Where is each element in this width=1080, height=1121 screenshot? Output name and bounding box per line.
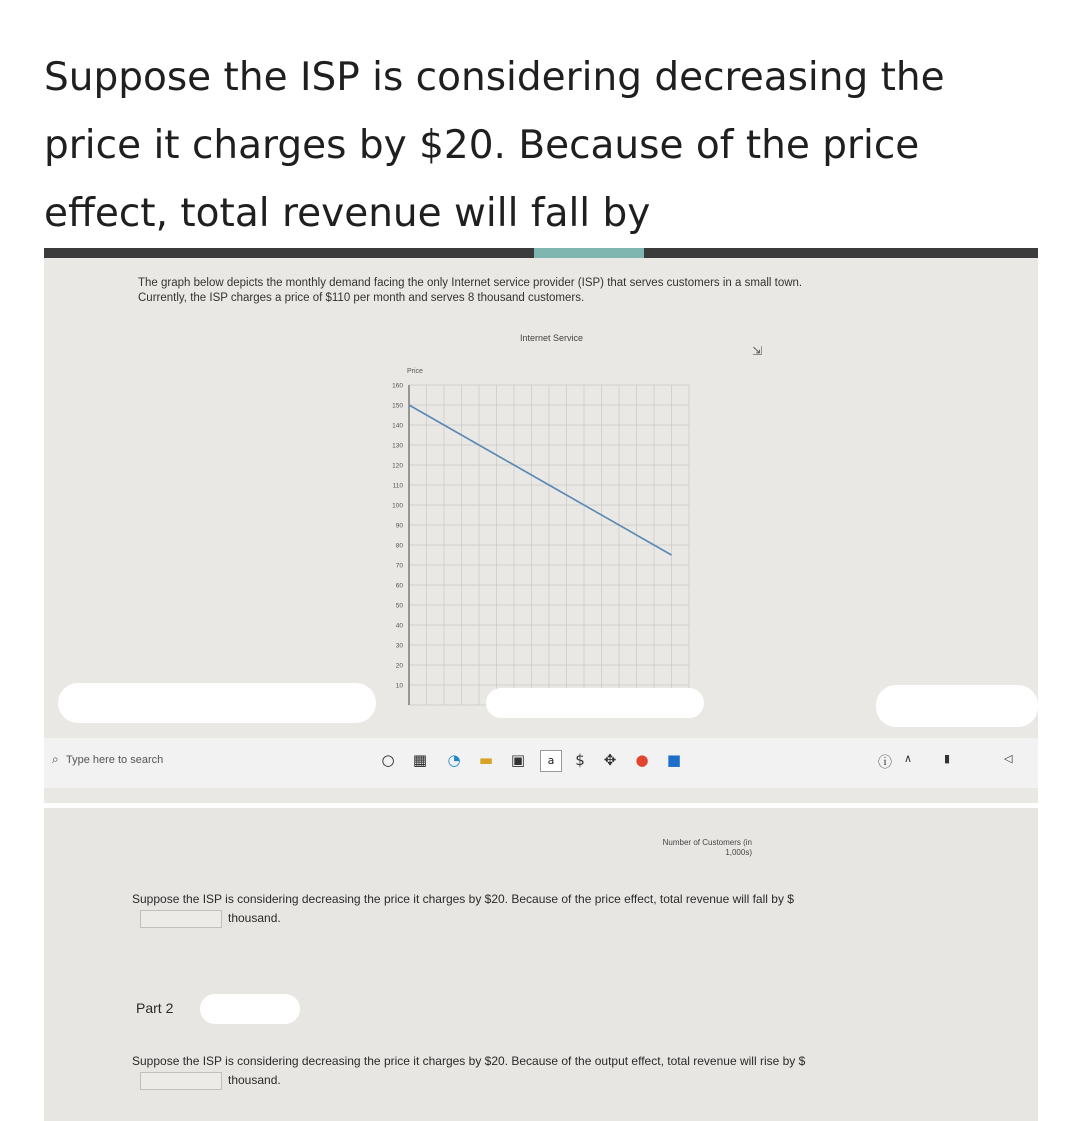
question-2-suffix: thousand.: [228, 1073, 281, 1087]
chart-grid: [409, 385, 689, 705]
search-icon: ⌕: [52, 752, 59, 766]
edge-icon[interactable]: ◔: [447, 751, 461, 769]
amazon-icon[interactable]: a: [540, 750, 562, 772]
heading-line-2: price it charges by $20. Because of the price: [44, 123, 920, 168]
y-tick-label: 150: [392, 402, 403, 410]
y-tick-label: 110: [392, 482, 403, 490]
problem-intro: [138, 276, 998, 306]
x-axis-label-line-1: Number of Customers (in: [662, 838, 752, 847]
y-tick-label: 90: [395, 522, 403, 530]
answer-input-price-effect[interactable]: [140, 910, 222, 928]
file-explorer-icon[interactable]: ▬: [478, 751, 494, 769]
windows-taskbar: [44, 738, 1038, 788]
y-tick-label: 100: [392, 502, 403, 510]
intro-line-2: Currently, the ISP charges a price of $110 per month and serves 8 thousand customers.: [138, 292, 585, 304]
y-tick-label: 80: [395, 542, 403, 550]
y-tick-label: 140: [392, 422, 403, 430]
question-1-suffix: thousand.: [228, 911, 281, 925]
demand-line: [409, 405, 672, 555]
intro-line-1: The graph below depicts the monthly demand facing the only Internet service provider (ISP) that serves customers in a small town.: [138, 277, 803, 289]
search-placeholder: Type here to search: [66, 754, 164, 766]
dollar-icon[interactable]: $: [575, 751, 585, 769]
network-icon[interactable]: ▮: [944, 752, 951, 765]
demand-curve: [409, 405, 672, 555]
y-tick-label: 50: [395, 602, 403, 610]
mouse-cursor-icon: ⇲: [752, 344, 763, 358]
question-1-text: Suppose the ISP is considering decreasing the price it charges by $20. Because of the price effect, total revenue will fall by $: [132, 892, 794, 906]
mail-icon[interactable]: ■: [666, 751, 682, 769]
y-tick-label: 30: [395, 642, 403, 650]
y-tick-label: 40: [395, 622, 403, 630]
chevron-up-icon[interactable]: ∧: [904, 752, 913, 765]
heading-line-3: effect, total revenue will fall by: [44, 191, 651, 236]
active-tab-accent: [534, 248, 644, 258]
redaction-right: [876, 685, 1038, 727]
y-tick-label: 60: [395, 582, 403, 590]
redaction-center: [486, 688, 704, 718]
question-2-text: Suppose the ISP is considering decreasing the price it charges by $20. Because of the output effect, total revenue will rise by $: [132, 1054, 806, 1068]
y-tick-label: 70: [395, 562, 403, 570]
y-tick-label: 10: [395, 682, 403, 690]
x-axis-label-line-2: 1,000s): [725, 848, 752, 857]
y-tick-label: 20: [395, 662, 403, 670]
screenshot-question-panel: [44, 808, 1038, 1121]
y-tick-label: 120: [392, 462, 403, 470]
browser-top-bar: [44, 248, 1038, 258]
heading-line-1: Suppose the ISP is considering decreasing the: [44, 55, 945, 100]
x-axis-label: [632, 838, 752, 858]
store-icon[interactable]: ▣: [510, 751, 526, 769]
cortana-icon[interactable]: ○: [381, 751, 395, 769]
task-view-icon[interactable]: ▦: [412, 751, 428, 769]
redaction-part2: [200, 994, 300, 1024]
volume-icon[interactable]: ◁: [1004, 752, 1013, 765]
screenshot-graph-panel: [44, 248, 1038, 803]
demand-chart[interactable]: [349, 363, 709, 723]
answer-input-output-effect[interactable]: [140, 1072, 222, 1090]
question-heading: [44, 44, 1044, 248]
y-tick-labels: [392, 383, 403, 690]
app-icon[interactable]: ✥: [603, 751, 617, 769]
taskbar-search-box[interactable]: [44, 738, 364, 786]
help-icon[interactable]: ⓘ: [878, 755, 892, 771]
part-2-label: Part 2: [136, 1000, 174, 1016]
y-tick-label: 130: [392, 442, 403, 450]
redaction-left: [58, 683, 376, 723]
y-tick-label: 160: [392, 382, 403, 390]
y-axis-label: Price: [407, 368, 423, 375]
chart-title: Internet Service: [520, 333, 584, 343]
google-icon[interactable]: ●: [635, 751, 649, 769]
